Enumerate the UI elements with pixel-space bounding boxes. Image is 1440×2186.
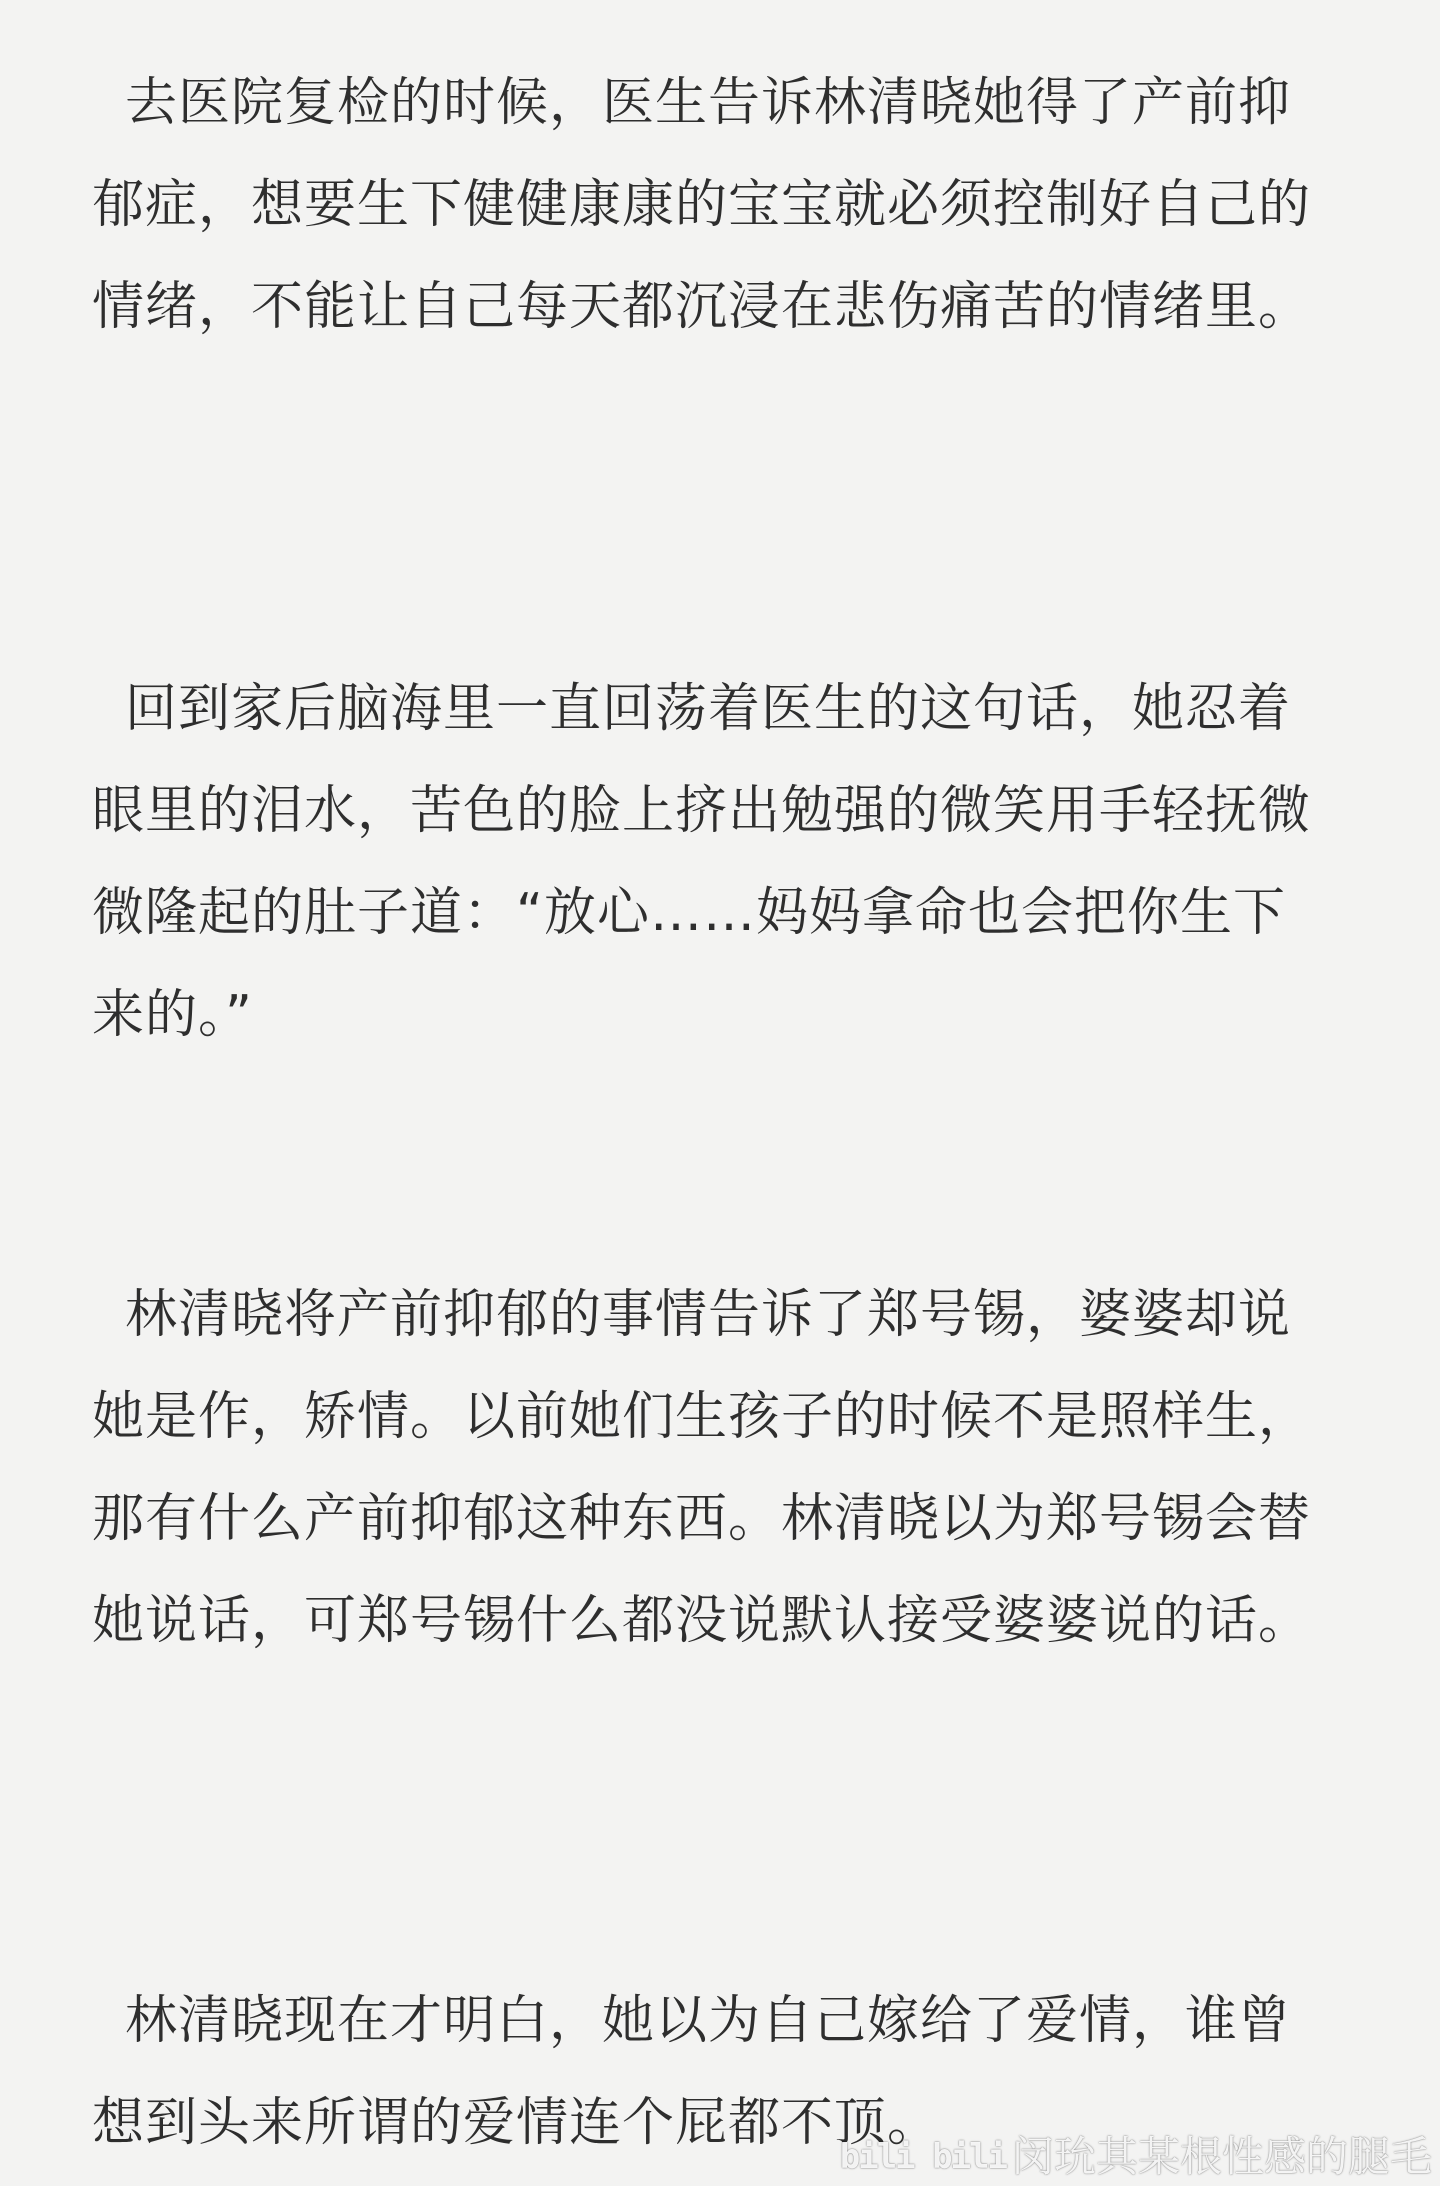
- paragraph-3: 林清晓将产前抑郁的事情告诉了郑号锡，婆婆却说她是作，矫情。以前她们生孩子的时候不是照样生，那有什么产前抑郁这种东西。林清晓以为郑号锡会替她说话，可郑号锡什么都没说默认接受婆婆说的话。: [92, 1285, 1312, 1651]
- paragraph-4: 林清晓现在才明白，她以为自己嫁给了爱情，谁曾想到头来所谓的爱情连个屁都不顶。: [92, 1991, 1292, 2153]
- paragraph-1: 去医院复检的时候，医生告诉林清晓她得了产前抑郁症，想要生下健健康康的宝宝就必须控制好自己的情绪，不能让自己每天都沉浸在悲伤痛苦的情绪里。: [92, 73, 1312, 337]
- paragraph-2: 回到家后脑海里一直回荡着医生的这句话，她忍着眼里的泪水，苦色的脸上挤出勉强的微笑用手轻抚微微隆起的肚子道：“放心……妈妈拿命也会把你生下来的。”: [92, 679, 1312, 1045]
- watermark: [840, 2132, 1432, 2182]
- bilibili-logo: bili bili: [839, 2137, 1006, 2177]
- watermark-text: 闵玧其某根性感的腿毛: [1011, 2132, 1432, 2181]
